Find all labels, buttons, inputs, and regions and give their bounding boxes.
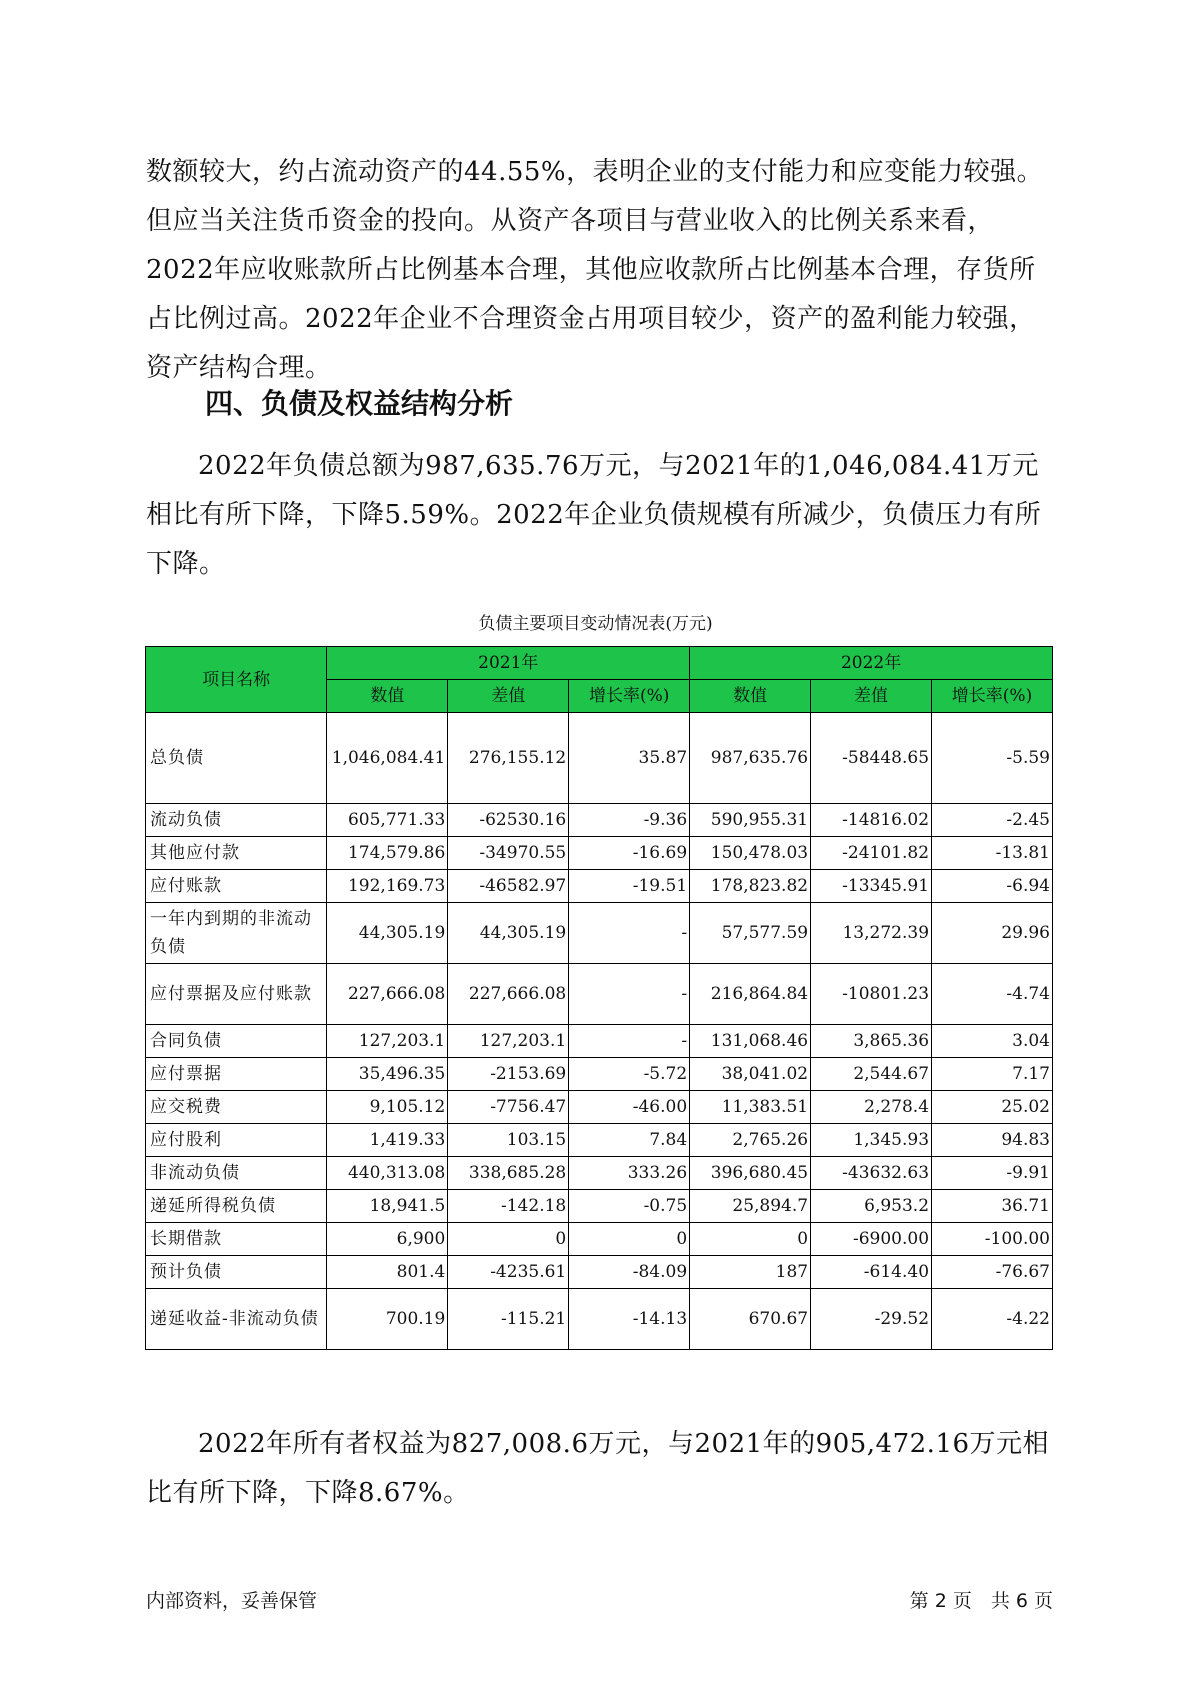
cell-g22: -5.59	[932, 713, 1053, 804]
cell-d21: -62530.16	[448, 804, 569, 837]
row-item-name: 非流动负债	[146, 1157, 327, 1190]
cell-d22: 1,345.93	[811, 1124, 932, 1157]
cell-v22: 11,383.51	[690, 1091, 811, 1124]
cell-v21: 700.19	[327, 1289, 448, 1350]
cell-g21: -	[569, 903, 690, 964]
cell-g21: 7.84	[569, 1124, 690, 1157]
table-row	[146, 837, 1053, 870]
table-caption: 负债主要项目变动情况表(万元)	[478, 614, 713, 634]
cell-v21: 1,419.33	[327, 1124, 448, 1157]
cell-d22: -614.40	[811, 1256, 932, 1289]
section-heading: 四、负债及权益结构分析	[205, 387, 514, 420]
row-item-name: 递延收益-非流动负债	[146, 1289, 327, 1350]
row-item-name: 流动负债	[146, 804, 327, 837]
cell-g22: -4.74	[932, 964, 1053, 1025]
cell-d22: -24101.82	[811, 837, 932, 870]
cell-v21: 192,169.73	[327, 870, 448, 903]
liability-table	[145, 646, 1053, 1350]
cell-g22: 29.96	[932, 903, 1053, 964]
cell-d22: 6,953.2	[811, 1190, 932, 1223]
cell-g21: -	[569, 964, 690, 1025]
cell-g22: 36.71	[932, 1190, 1053, 1223]
cell-g22: 3.04	[932, 1025, 1053, 1058]
row-item-name: 应交税费	[146, 1091, 327, 1124]
cell-v22: 396,680.45	[690, 1157, 811, 1190]
cell-g21: 0	[569, 1223, 690, 1256]
cell-g21: 333.26	[569, 1157, 690, 1190]
header-year-2022: 2022年	[690, 647, 1053, 680]
cell-v21: 127,203.1	[327, 1025, 448, 1058]
cell-v22: 216,864.84	[690, 964, 811, 1025]
table-row	[146, 1190, 1053, 1223]
cell-v22: 0	[690, 1223, 811, 1256]
cell-v22: 38,041.02	[690, 1058, 811, 1091]
cell-g21: -14.13	[569, 1289, 690, 1350]
cell-g22: -100.00	[932, 1223, 1053, 1256]
cell-g22: -6.94	[932, 870, 1053, 903]
row-item-name: 应付股利	[146, 1124, 327, 1157]
cell-d22: -6900.00	[811, 1223, 932, 1256]
cell-d22: 2,544.67	[811, 1058, 932, 1091]
cell-g21: -84.09	[569, 1256, 690, 1289]
cell-d22: 3,865.36	[811, 1025, 932, 1058]
header-2022-diff: 差值	[811, 680, 932, 713]
header-2022-growth: 增长率(%)	[932, 680, 1053, 713]
cell-v21: 605,771.33	[327, 804, 448, 837]
cell-d21: 276,155.12	[448, 713, 569, 804]
footer-page-number: 第 2 页 共 6 页	[909, 1590, 1053, 1612]
table-row	[146, 903, 1053, 964]
cell-d21: -4235.61	[448, 1256, 569, 1289]
table-row	[146, 1223, 1053, 1256]
cell-g22: -76.67	[932, 1256, 1053, 1289]
row-item-name: 递延所得税负债	[146, 1190, 327, 1223]
table-row	[146, 804, 1053, 837]
cell-g21: -9.36	[569, 804, 690, 837]
cell-d21: 103.15	[448, 1124, 569, 1157]
table-row	[146, 1157, 1053, 1190]
cell-g22: -13.81	[932, 837, 1053, 870]
footer-confidential-note: 内部资料，妥善保管	[146, 1590, 318, 1612]
cell-v22: 131,068.46	[690, 1025, 811, 1058]
cell-d21: 227,666.08	[448, 964, 569, 1025]
paragraph-asset-summary: 数额较大，约占流动资产的44.55%，表明企业的支付能力和应变能力较强。但应当关注货币资金的投向。从资产各项目与营业收入的比例关系来看，2022年应收账款所占比例基本合理，其他应收款所占比例基本合理，存货所占比例过高。2022年企业不合理资金占用项目较少，资产的盈利能力较强，资产结构合理。	[146, 157, 1044, 383]
row-item-name: 预计负债	[146, 1256, 327, 1289]
paragraph-equity-summary: 2022年所有者权益为827,008.6万元，与2021年的905,472.16万元相比有所下降，下降8.67%。	[146, 1429, 1050, 1508]
cell-g21: -	[569, 1025, 690, 1058]
cell-d22: -43632.63	[811, 1157, 932, 1190]
header-2021-diff: 差值	[448, 680, 569, 713]
cell-d21: 338,685.28	[448, 1157, 569, 1190]
row-item-name: 应付账款	[146, 870, 327, 903]
cell-g22: 25.02	[932, 1091, 1053, 1124]
cell-d21: -7756.47	[448, 1091, 569, 1124]
cell-v21: 6,900	[327, 1223, 448, 1256]
cell-v21: 9,105.12	[327, 1091, 448, 1124]
header-2022-value: 数值	[690, 680, 811, 713]
cell-d21: 44,305.19	[448, 903, 569, 964]
cell-g21: 35.87	[569, 713, 690, 804]
cell-d21: -46582.97	[448, 870, 569, 903]
table-row	[146, 1091, 1053, 1124]
cell-g21: -19.51	[569, 870, 690, 903]
cell-v21: 227,666.08	[327, 964, 448, 1025]
cell-v21: 18,941.5	[327, 1190, 448, 1223]
cell-v22: 187	[690, 1256, 811, 1289]
cell-d21: 0	[448, 1223, 569, 1256]
cell-d21: -2153.69	[448, 1058, 569, 1091]
row-item-name: 应付票据	[146, 1058, 327, 1091]
cell-v21: 35,496.35	[327, 1058, 448, 1091]
cell-d22: -13345.91	[811, 870, 932, 903]
cell-d22: 2,278.4	[811, 1091, 932, 1124]
table-row	[146, 1058, 1053, 1091]
cell-g22: -9.91	[932, 1157, 1053, 1190]
table-row	[146, 1289, 1053, 1350]
header-year-2021: 2021年	[327, 647, 690, 680]
cell-d22: -14816.02	[811, 804, 932, 837]
row-item-name: 其他应付款	[146, 837, 327, 870]
row-item-name: 一年内到期的非流动负债	[146, 903, 327, 964]
cell-v21: 174,579.86	[327, 837, 448, 870]
cell-g22: 7.17	[932, 1058, 1053, 1091]
row-item-name: 合同负债	[146, 1025, 327, 1058]
cell-v21: 44,305.19	[327, 903, 448, 964]
table-row	[146, 1025, 1053, 1058]
cell-d22: -29.52	[811, 1289, 932, 1350]
cell-d22: 13,272.39	[811, 903, 932, 964]
cell-g21: -16.69	[569, 837, 690, 870]
cell-g21: -5.72	[569, 1058, 690, 1091]
cell-v22: 987,635.76	[690, 713, 811, 804]
cell-g22: -4.22	[932, 1289, 1053, 1350]
header-2021-growth: 增长率(%)	[569, 680, 690, 713]
cell-v22: 57,577.59	[690, 903, 811, 964]
row-item-name: 总负债	[146, 713, 327, 804]
header-2021-value: 数值	[327, 680, 448, 713]
cell-d21: -142.18	[448, 1190, 569, 1223]
table-row	[146, 1124, 1053, 1157]
paragraph-liability-summary: 2022年负债总额为987,635.76万元，与2021年的1,046,084.41万元相比有所下降，下降5.59%。2022年企业负债规模有所减少，负债压力有所下降。	[146, 451, 1042, 579]
cell-g22: 94.83	[932, 1124, 1053, 1157]
cell-d21: -115.21	[448, 1289, 569, 1350]
cell-d21: -34970.55	[448, 837, 569, 870]
table-row	[146, 1256, 1053, 1289]
cell-v22: 150,478.03	[690, 837, 811, 870]
cell-v21: 440,313.08	[327, 1157, 448, 1190]
cell-g21: -46.00	[569, 1091, 690, 1124]
row-item-name: 长期借款	[146, 1223, 327, 1256]
table-header-row-years	[146, 647, 1053, 680]
cell-v21: 801.4	[327, 1256, 448, 1289]
cell-v22: 2,765.26	[690, 1124, 811, 1157]
cell-v22: 590,955.31	[690, 804, 811, 837]
cell-d21: 127,203.1	[448, 1025, 569, 1058]
cell-v22: 670.67	[690, 1289, 811, 1350]
row-item-name: 应付票据及应付账款	[146, 964, 327, 1025]
cell-d22: -58448.65	[811, 713, 932, 804]
cell-d22: -10801.23	[811, 964, 932, 1025]
cell-g22: -2.45	[932, 804, 1053, 837]
table-row	[146, 964, 1053, 1025]
header-item-name: 项目名称	[146, 647, 327, 713]
cell-v21: 1,046,084.41	[327, 713, 448, 804]
cell-v22: 178,823.82	[690, 870, 811, 903]
table-row	[146, 870, 1053, 903]
table-row	[146, 713, 1053, 804]
cell-v22: 25,894.7	[690, 1190, 811, 1223]
cell-g21: -0.75	[569, 1190, 690, 1223]
table-body	[146, 713, 1053, 1350]
